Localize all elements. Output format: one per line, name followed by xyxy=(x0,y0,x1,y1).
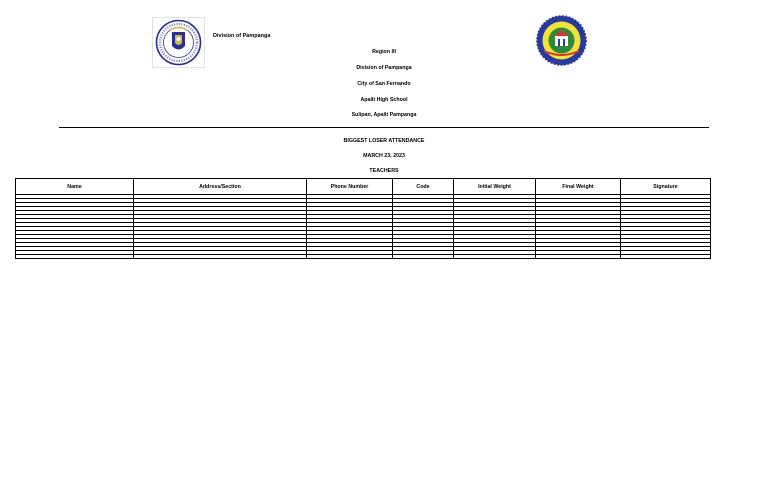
header-division: Division of Pampanga xyxy=(356,65,412,71)
column-header-address-section: Address/Section xyxy=(134,179,307,195)
document-group: TEACHERS xyxy=(369,168,399,174)
document-title: BIGGEST LOSER ATTENDANCE xyxy=(343,138,425,144)
document-date: MARCH 23, 2023 xyxy=(363,153,405,159)
cell-initial-weight[interactable] xyxy=(454,255,536,259)
cell-name[interactable] xyxy=(16,255,134,259)
school-seal-icon xyxy=(536,15,587,66)
column-header-phone-number: Phone Number xyxy=(307,179,393,195)
cell-address-section[interactable] xyxy=(134,255,307,259)
column-header-code: Code xyxy=(393,179,454,195)
division-label: Division of Pampanga xyxy=(213,33,271,39)
header-school: Apalit High School xyxy=(360,97,408,103)
cell-phone-number[interactable] xyxy=(307,255,393,259)
cell-code[interactable] xyxy=(393,255,454,259)
cell-final-weight[interactable] xyxy=(536,255,621,259)
header-address: Sulipan, Apalit Pampanga xyxy=(351,112,417,118)
header-city: City of San Fernando xyxy=(357,81,411,87)
header-divider xyxy=(59,127,709,128)
attendance-table xyxy=(15,178,711,259)
header-region: Region III xyxy=(372,49,396,55)
column-header-initial-weight: Initial Weight xyxy=(454,179,536,195)
table-header-row xyxy=(16,179,711,195)
cell-signature[interactable] xyxy=(621,255,711,259)
column-header-signature: Signature xyxy=(621,179,711,195)
column-header-name: Name xyxy=(16,179,134,195)
column-header-final-weight: Final Weight xyxy=(536,179,621,195)
deped-seal-icon xyxy=(152,17,205,68)
table-row xyxy=(16,255,711,259)
